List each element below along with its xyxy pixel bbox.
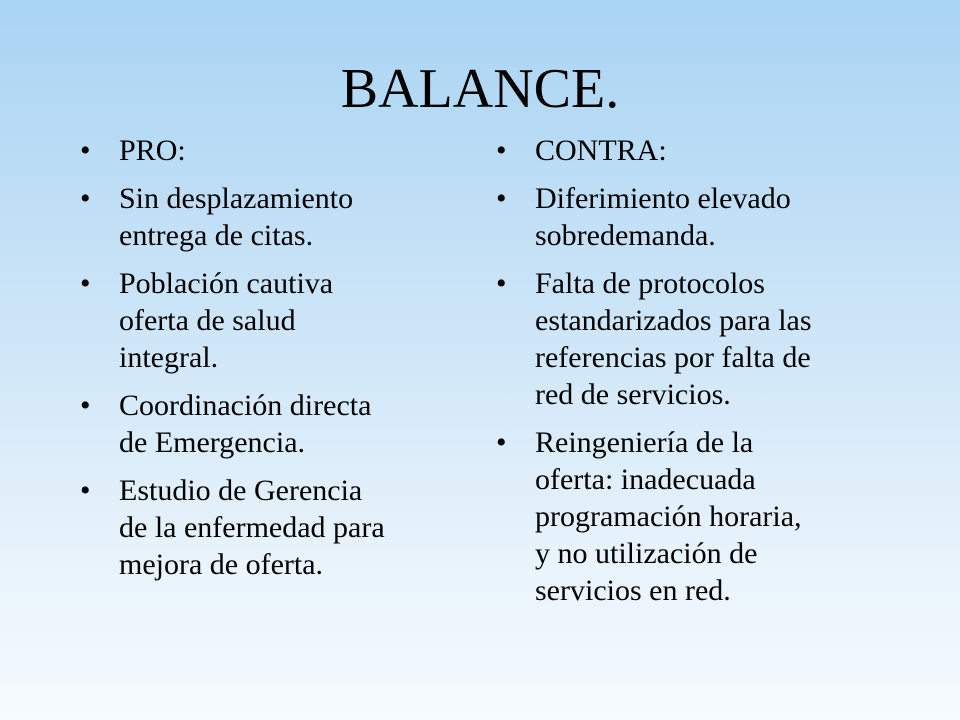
- slide-title: BALANCE.: [340, 58, 620, 120]
- bullet-icon: •: [496, 182, 507, 215]
- pro-item-2: [80, 265, 480, 376]
- pro-item-line: Estudio de Gerencia: [119, 474, 363, 507]
- bullet-icon: •: [496, 134, 507, 167]
- pro-item-line: entrega de citas.: [119, 219, 314, 252]
- contra-item-line: referencias por falta de: [535, 341, 811, 374]
- pro-item-line: de la enfermedad para: [119, 511, 385, 544]
- contra-item-line: Diferimiento elevado: [535, 182, 791, 215]
- bullet-icon: •: [80, 182, 91, 215]
- contra-item-line: Reingeniería de la: [535, 426, 754, 459]
- pro-item-line: mejora de oferta.: [119, 548, 324, 581]
- bullet-icon: •: [80, 267, 91, 300]
- contra-item-3: [496, 424, 896, 609]
- pro-item-line: Coordinación directa: [119, 389, 372, 422]
- bullet-icon: •: [496, 267, 507, 300]
- contra-item-line: red de servicios.: [535, 378, 731, 411]
- pro-item-line: Población cautiva: [119, 267, 334, 300]
- contra-list: [496, 132, 896, 620]
- pro-item-1: [80, 180, 480, 254]
- pro-item-line: PRO:: [119, 134, 186, 167]
- pro-item-line: integral.: [119, 341, 219, 374]
- contra-item-line: estandarizados para las: [535, 304, 812, 337]
- pro-item-3: [80, 387, 480, 461]
- contra-item-2: [496, 265, 896, 413]
- pro-item-4: [80, 472, 480, 583]
- pro-item-heading: [80, 132, 480, 169]
- pro-item-line: Sin desplazamiento: [119, 182, 354, 215]
- contra-item-1: [496, 180, 896, 254]
- pro-list: [80, 132, 480, 594]
- bullet-icon: •: [80, 474, 91, 507]
- contra-item-heading: [496, 132, 896, 169]
- contra-item-line: Falta de protocolos: [535, 267, 765, 300]
- contra-item-line: servicios en red.: [535, 574, 731, 607]
- bullet-icon: •: [80, 134, 91, 167]
- contra-item-line: CONTRA:: [535, 134, 667, 167]
- contra-item-line: y no utilización de: [535, 537, 758, 570]
- pro-item-line: oferta de salud: [119, 304, 296, 337]
- bullet-icon: •: [496, 426, 507, 459]
- contra-item-line: oferta: inadecuada: [535, 463, 756, 496]
- contra-item-line: sobredemanda.: [535, 219, 716, 252]
- contra-item-line: programación horaria,: [535, 500, 802, 533]
- bullet-icon: •: [80, 389, 91, 422]
- pro-item-line: de Emergencia.: [119, 426, 306, 459]
